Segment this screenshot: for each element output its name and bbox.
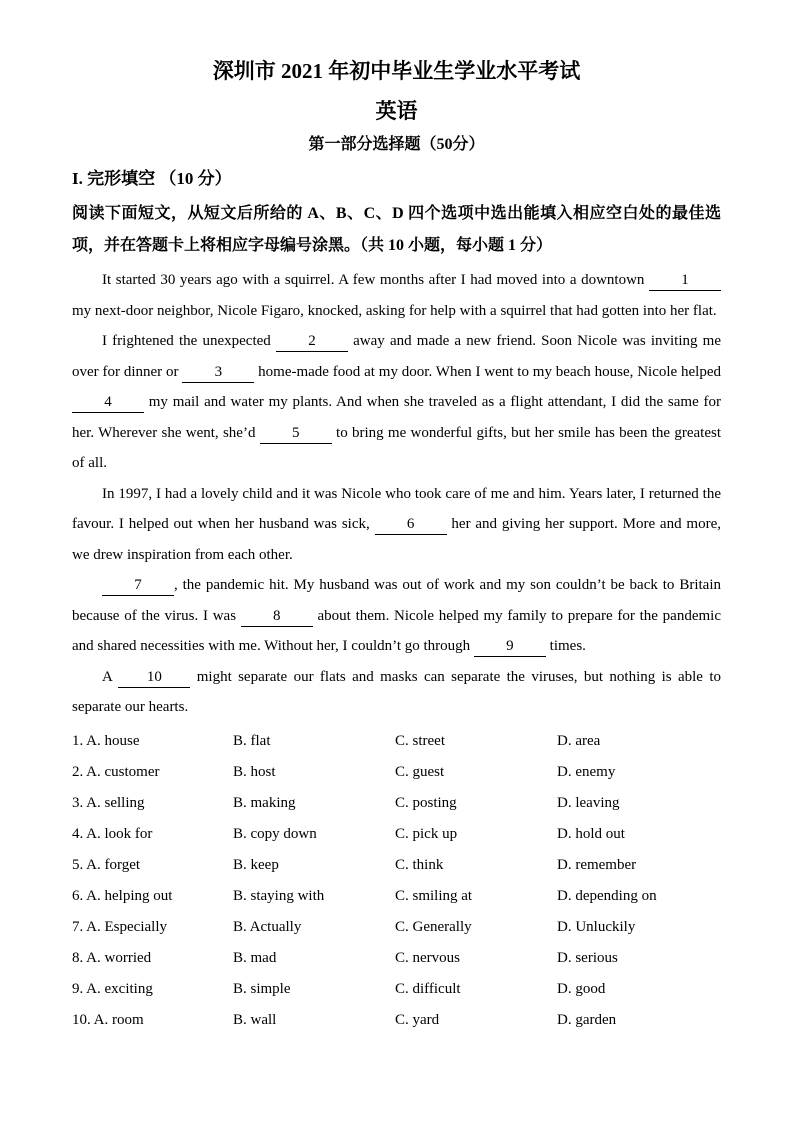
option-cell: B. mad (233, 949, 277, 966)
option-cell: 2. A. customer (72, 763, 160, 780)
question-row (72, 881, 721, 912)
option-cell: C. smiling at (395, 887, 473, 904)
option-cell: B. flat (233, 732, 271, 749)
passage-paragraph (72, 570, 721, 662)
option-cell: 7. A. Especially (72, 918, 167, 935)
passage-text: her and giving her support. More and more, we drew inspiration from each other. (72, 516, 721, 563)
passage-text: to bring me wonderful gifts, but her smile has been the greatest of all. (72, 424, 721, 471)
passage-text: might separate our flats and masks can separate the viruses, but nothing is able to separate our hearts. (72, 668, 721, 715)
passage (72, 265, 721, 723)
option-cell: B. keep (233, 856, 279, 873)
question-row (72, 850, 721, 881)
cloze-blank: 7 (102, 576, 174, 596)
cloze-blank: 10 (118, 668, 190, 688)
cloze-blank: 9 (474, 637, 546, 657)
question-row (72, 1005, 721, 1036)
cloze-blank: 2 (276, 332, 348, 352)
option-cell: C. pick up (395, 825, 458, 842)
cloze-blank: 3 (182, 363, 254, 383)
option-cell: D. depending on (557, 887, 657, 904)
option-cell: D. leaving (557, 794, 620, 811)
question-row (72, 974, 721, 1005)
cloze-blank: 1 (649, 271, 721, 291)
passage-text: my next-door neighbor, Nicole Figaro, knocked, asking for help with a squirrel that had gotten into her flat. (72, 302, 717, 319)
question-row (72, 943, 721, 974)
option-cell: C. guest (395, 763, 445, 780)
option-cell: B. making (233, 794, 296, 811)
passage-paragraph (72, 326, 721, 479)
passage-text: home-made food at my door. When I went to my beach house, Nicole helped (254, 363, 721, 380)
instructions: 阅读下面短文，从短文后所给的 A、B、C、D 四个选项中选出能填入相应空白处的最佳选项，并在答题卡上将相应字母编号涂黑。（共 10 小题，每小题 1 分） (72, 205, 721, 254)
question-row (72, 788, 721, 819)
option-cell: C. yard (395, 1011, 440, 1028)
passage-text: A (102, 668, 119, 685)
option-cell: 3. A. selling (72, 794, 145, 811)
option-cell: B. staying with (233, 887, 325, 904)
option-cell: B. simple (233, 980, 291, 997)
option-cell: B. host (233, 763, 276, 780)
option-cell: C. street (395, 732, 445, 749)
cloze-blank: 6 (375, 515, 447, 535)
passage-text: times. (545, 638, 586, 654)
option-cell: C. think (395, 856, 444, 873)
passage-text: In 1997, I had a lovely child and it was Nicole who took care of me and him. Years later, I returned the favour. I helped out when her husband was sick, (72, 485, 721, 532)
cloze-blank: 5 (260, 424, 332, 444)
subject-title: 英语 (375, 99, 418, 123)
option-cell: D. enemy (557, 763, 616, 780)
passage-text: , the pandemic hit. My husband was out of work and my son couldn’t be back to Britain because of the virus. I was (72, 577, 721, 624)
question-row (72, 757, 721, 788)
part-title: I. 完形填空 （10 分） (72, 169, 232, 188)
passage-text: about them. Nicole helped my family to prepare for the pandemic and shared necessities with me. Without her, I couldn’t go through (72, 607, 721, 654)
option-cell: D. remember (557, 856, 637, 873)
option-cell: C. nervous (395, 949, 460, 966)
option-cell: B. copy down (233, 825, 317, 842)
option-cell: 9. A. exciting (72, 980, 153, 997)
option-cell: 4. A. look for (72, 825, 153, 842)
question-row (72, 912, 721, 943)
option-cell: 10. A. room (72, 1011, 144, 1028)
option-cell: 6. A. helping out (72, 887, 173, 904)
passage-paragraph (72, 265, 721, 326)
option-cell: B. wall (233, 1011, 277, 1028)
cloze-blank: 4 (72, 393, 144, 413)
option-cell: D. garden (557, 1011, 617, 1028)
passage-paragraph (72, 662, 721, 723)
question-row (72, 726, 721, 757)
passage-paragraph (72, 479, 721, 571)
option-cell: D. Unluckily (557, 918, 636, 935)
page-title: 深圳市 2021 年初中毕业生学业水平考试 (212, 59, 581, 83)
passage-text: It started 30 years ago with a squirrel. A few months after I had moved into a downtown (102, 272, 649, 288)
cloze-blank: 8 (241, 607, 313, 627)
option-cell: C. Generally (395, 918, 472, 935)
options-table (72, 726, 721, 1036)
option-cell: D. good (557, 980, 606, 997)
passage-text: my mail and water my plants. And when she traveled as a flight attendant, I did the same for her. Wherever she went, she’d (72, 394, 721, 441)
option-cell: D. hold out (557, 825, 625, 842)
passage-text: I frightened the unexpected (102, 333, 276, 349)
option-cell: C. difficult (395, 980, 461, 997)
option-cell: 8. A. worried (72, 949, 152, 966)
passage-text: away and made a new friend. Soon Nicole was inviting me over for dinner or (72, 333, 721, 380)
option-cell: D. area (557, 732, 601, 749)
option-cell: C. posting (395, 794, 457, 811)
question-row (72, 819, 721, 850)
option-cell: 1. A. house (72, 732, 140, 749)
section-header: 第一部分选择题（50分） (308, 136, 485, 153)
option-cell: B. Actually (233, 918, 302, 935)
option-cell: 5. A. forget (72, 856, 141, 873)
option-cell: D. serious (557, 949, 618, 966)
